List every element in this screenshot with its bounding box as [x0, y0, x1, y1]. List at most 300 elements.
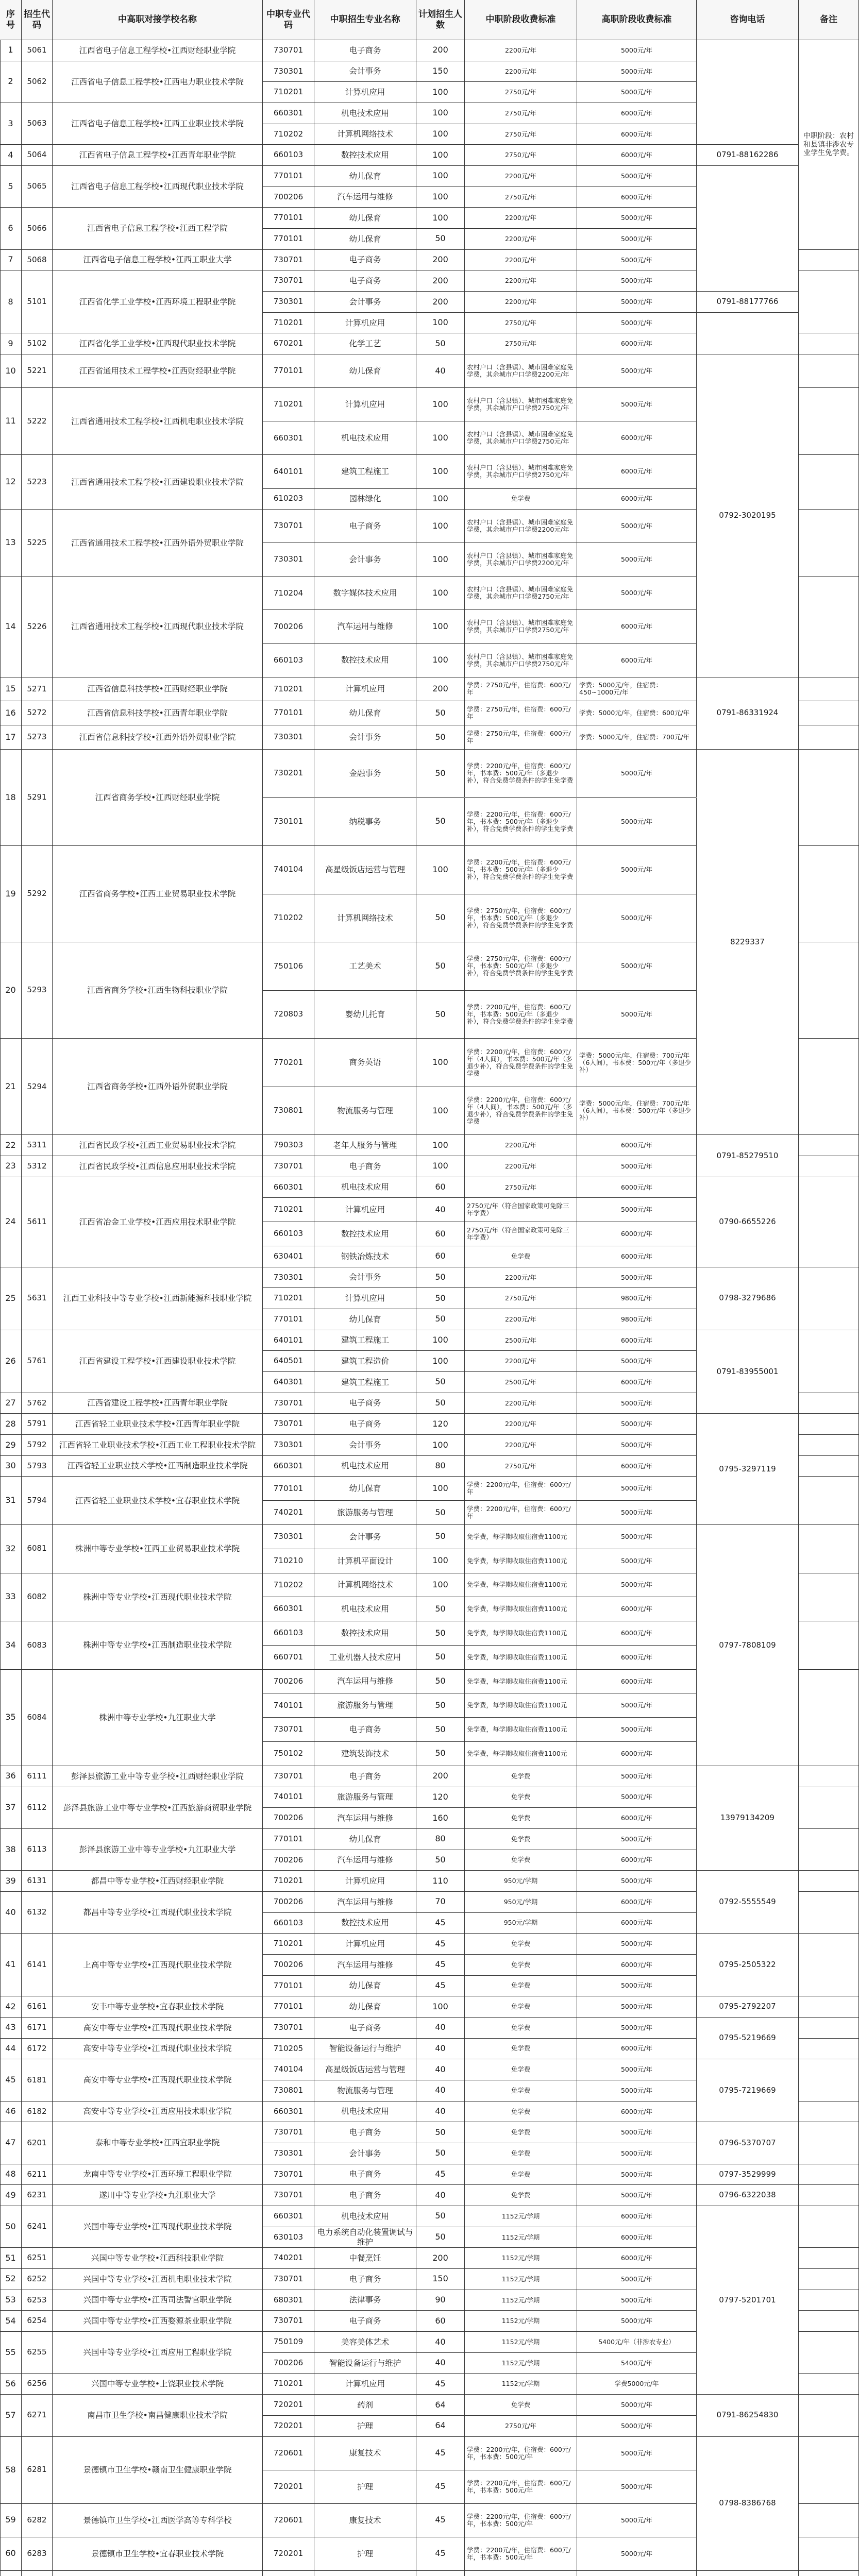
row-fee-high: 5000元/年: [577, 1414, 697, 1435]
row-seq: 9: [0, 333, 22, 354]
row-note: [799, 577, 859, 677]
row-plan: 45: [416, 2504, 465, 2537]
row-fee-mid: 农村户口（含县镇）、城市困难家庭免学费，其余城市户口学费2750元/年: [465, 644, 577, 677]
row-major-code: 730301: [263, 2143, 314, 2164]
row-major-name: 计算机应用: [314, 1934, 416, 1955]
row-fee-high: 5000元/年: [577, 388, 697, 421]
row-fee-high: 5000元/年: [577, 208, 697, 229]
row-seq: 16: [0, 701, 22, 725]
row-plan: 100: [416, 1039, 465, 1087]
row-phone: 0798-3279686: [697, 1267, 799, 1330]
row-fee-mid: 2750元/年: [465, 1288, 577, 1309]
row-plan: 100: [416, 313, 465, 334]
row-note: [799, 2018, 859, 2039]
row-plan: [416, 2571, 465, 2576]
row-major-name: 康复技术: [314, 2437, 416, 2470]
row-plan: 40: [416, 2039, 465, 2060]
row-note: [799, 1892, 859, 1934]
row-seq: 35: [0, 1670, 22, 1766]
row-school-name: 江西省电子信息工程学校•江西现代职业技术学院: [53, 166, 263, 208]
row-group-code: 6131: [22, 1871, 53, 1892]
row-fee-high: 5000元/年: [577, 1996, 697, 2018]
row-group-code: 5794: [22, 1477, 53, 1525]
row-fee-high: 5000元/年: [577, 1501, 697, 1525]
row-group-code: 6181: [22, 2059, 53, 2101]
row-seq: 30: [0, 1456, 22, 1477]
row-fee-mid: 1152元/学期: [465, 2374, 577, 2395]
row-phone: 0791-85279510: [697, 1135, 799, 1177]
row-major-name: 纳税事务: [314, 798, 416, 846]
row-major-code: 660301: [263, 1177, 314, 1198]
row-major-code: 730701: [263, 250, 314, 271]
row-plan: 50: [416, 1309, 465, 1330]
row-group-code: 5292: [22, 846, 53, 942]
row-fee-mid: 学费：2750元/年，住宿费：600元/年，书本费：500元/年（多退少补），符合免费学费条件的学生免学费: [465, 894, 577, 943]
row-group-code: 5221: [22, 354, 53, 388]
row-plan: 50: [416, 1501, 465, 1525]
row-note: [799, 725, 859, 750]
row-major-code: 630103: [263, 2227, 314, 2248]
row-major-code: 740101: [263, 1693, 314, 1718]
row-seq: 23: [0, 1156, 22, 1177]
row-fee-mid: 2750元/年: [465, 333, 577, 354]
row-plan: 45: [416, 2470, 465, 2504]
row-fee-mid: 免学费: [465, 2122, 577, 2143]
row-note: [799, 2102, 859, 2123]
row-fee-mid: 950元/学期: [465, 1913, 577, 1934]
row-major-code: 700206: [263, 1670, 314, 1694]
row-major-code: 660301: [263, 1456, 314, 1477]
row-note: [799, 2332, 859, 2374]
row-major-name: 机电技术应用: [314, 421, 416, 455]
row-school-name: 江西省商务学校•江西生物科技职业学院: [53, 942, 263, 1039]
row-plan: 40: [416, 2353, 465, 2374]
row-phone: 0792-3020195: [697, 354, 799, 677]
row-plan: 60: [416, 1222, 465, 1246]
row-group-code: 6161: [22, 1996, 53, 2018]
row-fee-high: 6000元/年: [577, 1892, 697, 1913]
row-major-code: 730701: [263, 2269, 314, 2290]
row-major-name: 机电技术应用: [314, 103, 416, 124]
row-major-name: 汽车运用与维修: [314, 1955, 416, 1976]
row-fee-high: 5000元/年: [577, 40, 697, 61]
row-school-name: 江西省轻工业职业技术学校•江西工业工程职业技术学院: [53, 1435, 263, 1456]
row-fee-high: 6000元/年: [577, 455, 697, 488]
row-plan: 100: [416, 124, 465, 145]
row-plan: 100: [416, 1135, 465, 1156]
row-fee-mid: 1152元/学期: [465, 2206, 577, 2227]
row-group-code: 6182: [22, 2102, 53, 2123]
row-major-code: 730701: [263, 2185, 314, 2206]
row-seq: 55: [0, 2332, 22, 2374]
row-school-name: 株洲中等专业学校•九江职业大学: [53, 1670, 263, 1766]
row-seq: 13: [0, 510, 22, 577]
row-plan: 50: [416, 2227, 465, 2248]
row-fee-mid: 免学费: [465, 2185, 577, 2206]
row-plan: 45: [416, 2164, 465, 2185]
row-school-name: 高安中等专业学校•江西应用技术职业学院: [53, 2102, 263, 2123]
header-fee-mid: 中职阶段收费标准: [465, 0, 577, 40]
row-plan: 200: [416, 270, 465, 292]
row-school-name: 株洲中等专业学校•江西制造职业技术学院: [53, 1621, 263, 1670]
row-fee-mid: 2750元/年: [465, 82, 577, 103]
row-plan: 50: [416, 1372, 465, 1393]
row-major-code: 660301: [263, 2102, 314, 2123]
row-plan: 50: [416, 2143, 465, 2164]
row-major-name: 幼儿保育: [314, 354, 416, 388]
row-note: [799, 388, 859, 455]
row-seq: 42: [0, 1996, 22, 2018]
row-major-code: 770101: [263, 229, 314, 250]
row-plan: 100: [416, 489, 465, 510]
row-fee-high: 5000元/年: [577, 313, 697, 334]
row-note: [799, 354, 859, 388]
row-fee-mid: 2750元/年: [465, 103, 577, 124]
row-group-code: 6084: [22, 1670, 53, 1766]
row-fee-mid: 学费：2750元/年，住宿费：600元/年: [465, 701, 577, 725]
row-major-name: 智能设备运行与维护: [314, 2039, 416, 2060]
row-fee-high: 6000元/年: [577, 145, 697, 166]
row-fee-high: 6000元/年: [577, 2102, 697, 2123]
row-plan: 200: [416, 2248, 465, 2269]
row-plan: 80: [416, 1829, 465, 1850]
row-group-code: 5271: [22, 677, 53, 702]
row-fee-high: 6000元/年: [577, 1330, 697, 1351]
row-major-name: 电子商务: [314, 2164, 416, 2185]
row-school-name: 安丰中等专业学校•宜春职业技术学院: [53, 1996, 263, 2018]
row-fee-mid: 免学费: [465, 1934, 577, 1955]
row-fee-mid: 免学费: [465, 2080, 577, 2102]
row-group-code: 5291: [22, 750, 53, 846]
row-plan: 200: [416, 250, 465, 271]
row-plan: 70: [416, 1892, 465, 1913]
row-major-name: 计算机网络技术: [314, 894, 416, 943]
row-group-code: 6112: [22, 1787, 53, 1829]
row-school-name: 兴国中等专业学校•江西科技职业学院: [53, 2248, 263, 2269]
row-major-code: 790303: [263, 1135, 314, 1156]
row-group-code: 5068: [22, 250, 53, 271]
row-plan: 100: [416, 1156, 465, 1177]
row-plan: 120: [416, 1414, 465, 1435]
row-major-name: 会计事务: [314, 1435, 416, 1456]
row-major-name: 电子商务: [314, 2311, 416, 2332]
row-fee-mid: 2200元/年: [465, 40, 577, 61]
row-fee-high: 5000元/年: [577, 1976, 697, 1997]
row-plan: 45: [416, 1934, 465, 1955]
row-phone: 0791-88162286: [697, 145, 799, 166]
row-school-name: 江西省电子信息工程学校•江西工程学院: [53, 208, 263, 249]
row-fee-mid: 2200元/年: [465, 250, 577, 271]
row-major-code: 730801: [263, 2080, 314, 2102]
row-plan: 110: [416, 1871, 465, 1892]
row-fee-mid: 2200元/年: [465, 166, 577, 187]
row-plan: 100: [416, 543, 465, 577]
row-plan: 100: [416, 577, 465, 610]
row-major-code: 660103: [263, 145, 314, 166]
row-fee-high: 6000元/年: [577, 103, 697, 124]
row-note: [799, 2059, 859, 2101]
row-major-code: 740101: [263, 1787, 314, 1808]
row-group-code: 6252: [22, 2269, 53, 2290]
row-fee-high: 6000元/年: [577, 1597, 697, 1621]
row-note: [799, 1414, 859, 1435]
row-major-code: 660301: [263, 2206, 314, 2227]
row-fee-high: 5000元/年: [577, 2185, 697, 2206]
row-group-code: 6255: [22, 2332, 53, 2374]
row-fee-mid: 2750元/年: [465, 313, 577, 334]
row-school-name: 江西省民政学校•江西信息应用职业技术学院: [53, 1156, 263, 1177]
row-fee-high: 5000元/年: [577, 1156, 697, 1177]
row-major-name: 计算机平面设计: [314, 1549, 416, 1573]
row-major-code: 730701: [263, 2311, 314, 2332]
row-school-name: 株洲中等专业学校•江西现代职业技术学院: [53, 1573, 263, 1622]
row-note: [799, 1330, 859, 1393]
row-major-name: 汽车运用与维修: [314, 1670, 416, 1694]
row-plan: 100: [416, 82, 465, 103]
row-fee-high: 5000元/年: [577, 2080, 697, 2102]
row-plan: 100: [416, 166, 465, 187]
row-fee-mid: 2750元/年: [465, 1177, 577, 1198]
row-major-code: 770101: [263, 208, 314, 229]
row-plan: 100: [416, 1087, 465, 1136]
row-fee-high: 5000元/年: [577, 894, 697, 943]
row-plan: 100: [416, 421, 465, 455]
row-fee-mid: 免学费: [465, 2102, 577, 2123]
row-fee-mid: 农村户口（含县镇）、城市困难家庭免学费，其余城市户口学费2750元/年: [465, 421, 577, 455]
row-plan: 80: [416, 1456, 465, 1477]
row-note: [799, 1393, 859, 1414]
row-fee-mid: 2200元/年: [465, 1309, 577, 1330]
row-major-code: 730701: [263, 1414, 314, 1435]
row-major-code: 720201: [263, 2395, 314, 2416]
row-school-name: 江西省轻工业职业技术学校•江西青年职业学院: [53, 1414, 263, 1435]
row-major-code: 720601: [263, 2504, 314, 2537]
row-major-code: 750102: [263, 1742, 314, 1766]
row-major-name: 电子商务: [314, 1414, 416, 1435]
row-phone: 8229337: [697, 750, 799, 1135]
row-major-code: 730701: [263, 40, 314, 61]
row-plan: 100: [416, 145, 465, 166]
row-seq: 46: [0, 2102, 22, 2123]
row-major-name: 护理: [314, 2537, 416, 2571]
row-group-code: 5225: [22, 510, 53, 577]
row-plan: 45: [416, 1913, 465, 1934]
row-plan: 50: [416, 1646, 465, 1670]
row-group-code: 6172: [22, 2039, 53, 2060]
row-major-name: [314, 2571, 416, 2576]
row-major-code: 730701: [263, 270, 314, 292]
row-major-code: 730301: [263, 543, 314, 577]
row-fee-high: 5000元/年: [577, 2395, 697, 2416]
row-phone: 0797-3529999: [697, 2164, 799, 2185]
row-major-code: 720201: [263, 2470, 314, 2504]
row-group-code: 6132: [22, 1892, 53, 1934]
row-seq: 4: [0, 145, 22, 166]
row-plan: 64: [416, 2395, 465, 2416]
row-major-name: 汽车运用与维修: [314, 610, 416, 643]
row-seq: 53: [0, 2290, 22, 2311]
row-major-code: 770101: [263, 1976, 314, 1997]
row-fee-high: 5000元/年: [577, 2437, 697, 2470]
row-fee-high: 6000元/年: [577, 1742, 697, 1766]
row-fee-high: 6000元/年: [577, 1808, 697, 1829]
row-school-name: 江西省商务学校•江西外语外贸职业学院: [53, 1039, 263, 1135]
row-fee-high: 学费：5000元/年，住宿费：600元/年: [577, 701, 697, 725]
row-major-name: 电子商务: [314, 1393, 416, 1414]
row-fee-mid: 2200元/年: [465, 61, 577, 82]
row-fee-high: 5000元/年: [577, 2059, 697, 2080]
row-major-name: 幼儿保育: [314, 1477, 416, 1501]
row-major-name: 会计事务: [314, 292, 416, 313]
row-school-name: 兴国中等专业学校•江西应用工程职业学院: [53, 2332, 263, 2374]
row-seq: 15: [0, 677, 22, 702]
row-seq: 48: [0, 2164, 22, 2185]
row-fee-high: 6000元/年: [577, 644, 697, 677]
row-major-name: 化学工艺: [314, 333, 416, 354]
row-major-name: 计算机应用: [314, 677, 416, 702]
row-school-name: 景德镇市卫生学校•赣南卫生健康职业学院: [53, 2437, 263, 2504]
row-fee-high: 9800元/年: [577, 1288, 697, 1309]
row-note: [799, 2248, 859, 2269]
row-major-code: 710205: [263, 2039, 314, 2060]
row-seq: 1: [0, 40, 22, 61]
row-fee-high: 6000元/年: [577, 1456, 697, 1477]
row-note: [799, 1456, 859, 1477]
row-major-code: 750109: [263, 2332, 314, 2353]
row-fee-mid: 1152元/学期: [465, 2332, 577, 2353]
row-fee-mid: 2500元/年: [465, 1330, 577, 1351]
row-seq: 8: [0, 270, 22, 333]
row-major-name: 园林绿化: [314, 489, 416, 510]
row-school-name: 江西省商务学校•江西工业贸易职业技术学院: [53, 846, 263, 942]
row-major-code: 710202: [263, 894, 314, 943]
row-phone: 0795-2505322: [697, 1934, 799, 1996]
row-major-code: 640501: [263, 1351, 314, 1372]
row-fee-mid: 免学费，每学期收取住宿费1100元: [465, 1621, 577, 1646]
row-fee-mid: 农村户口（含县镇）、城市困难家庭免学费，其余城市户口学费2200元/年: [465, 543, 577, 577]
row-plan: 100: [416, 388, 465, 421]
row-group-code: 5226: [22, 577, 53, 677]
row-plan: 200: [416, 40, 465, 61]
row-major-name: 电子商务: [314, 270, 416, 292]
row-fee-high: 学费：5000元/年，住宿费：450~1000元/年: [577, 677, 697, 702]
row-phone: 0798-8386768: [697, 2437, 799, 2571]
row-note: [799, 701, 859, 725]
row-school-name: 株洲中等专业学校•江西工业贸易职业技术学院: [53, 1525, 263, 1573]
row-fee-mid: 1152元/学期: [465, 2353, 577, 2374]
row-fee-mid: 1152元/学期: [465, 2269, 577, 2290]
row-major-name: 电子商务: [314, 2018, 416, 2039]
row-major-code: 740201: [263, 1501, 314, 1525]
row-major-code: 700206: [263, 1850, 314, 1871]
row-fee-high: 6000元/年: [577, 2227, 697, 2248]
row-fee-high: 学费：5000元/年，住宿费：700元/年（6人间），书本费：500元/年（多退少补）: [577, 1039, 697, 1087]
header-note: 备注: [799, 0, 859, 40]
row-phone: 0795-7219669: [697, 2059, 799, 2122]
row-major-name: 建筑工程造价: [314, 1351, 416, 1372]
row-major-code: [263, 2571, 314, 2576]
row-fee-mid: 免学费: [465, 1996, 577, 2018]
row-fee-high: 6000元/年: [577, 1246, 697, 1267]
row-major-name: 幼儿保育: [314, 1976, 416, 1997]
row-major-code: 710201: [263, 2374, 314, 2395]
row-phone: 0797-7808109: [697, 1525, 799, 1766]
row-major-code: 730701: [263, 1393, 314, 1414]
row-fee-high: 5000元/年: [577, 1766, 697, 1787]
row-fee-high: 5000元/年: [577, 229, 697, 250]
row-fee-high: 5000元/年: [577, 942, 697, 991]
row-school-name: 龙南中等专业学校•江西环境工程职业学院: [53, 2164, 263, 2185]
row-major-code: 700206: [263, 187, 314, 208]
row-phone: [697, 166, 799, 292]
row-group-code: 6231: [22, 2185, 53, 2206]
row-school-name: 泰和中等专业学校•江西宜职业学院: [53, 2122, 263, 2164]
row-fee-mid: 2200元/年: [465, 229, 577, 250]
row-fee-mid: 学费：2200元/年，住宿费：600元/年，书本费：500元/年: [465, 2504, 577, 2537]
row-major-name: 计算机应用: [314, 388, 416, 421]
row-major-name: 会计事务: [314, 61, 416, 82]
row-fee-mid: 2200元/年: [465, 208, 577, 229]
row-major-code: 730701: [263, 2164, 314, 2185]
row-fee-mid: 农村户口（含县镇）、城市困难家庭免学费，其余城市户口学费2750元/年: [465, 455, 577, 488]
row-note: [799, 2164, 859, 2185]
row-fee-mid: 免学费，每学期收取住宿费1100元: [465, 1670, 577, 1694]
row-group-code: 5062: [22, 61, 53, 103]
row-fee-mid: 2750元/年: [465, 124, 577, 145]
row-fee-high: 5400元/年: [577, 2353, 697, 2374]
row-fee-mid: 免学费: [465, 1246, 577, 1267]
row-plan: 40: [416, 2185, 465, 2206]
row-seq: 31: [0, 1477, 22, 1525]
row-major-name: 汽车运用与维修: [314, 1892, 416, 1913]
row-plan: 50: [416, 701, 465, 725]
row-fee-high: 5000元/年: [577, 2018, 697, 2039]
row-major-name: 幼儿保育: [314, 166, 416, 187]
row-fee-mid: 免学费，每学期收取住宿费1100元: [465, 1573, 577, 1598]
row-fee-high: 6000元/年: [577, 1177, 697, 1198]
row-major-name: 旅游服务与管理: [314, 1787, 416, 1808]
row-fee-mid: 免学费: [465, 2039, 577, 2060]
row-fee-mid: 免学费，每学期收取住宿费1100元: [465, 1525, 577, 1549]
row-fee-high: 5000元/年: [577, 354, 697, 388]
header-fee-high: 高职阶段收费标准: [577, 0, 697, 40]
row-major-code: 730101: [263, 798, 314, 846]
row-group-code: 5791: [22, 1414, 53, 1435]
row-fee-high: 6000元/年: [577, 2039, 697, 2060]
row-major-code: 710210: [263, 1549, 314, 1573]
row-major-name: 电子商务: [314, 40, 416, 61]
row-seq: 11: [0, 388, 22, 455]
row-note: [799, 846, 859, 942]
row-fee-mid: 学费：2200元/年，住宿费：600元/年，书本费：500元/年（多退少补），符合免费学费条件的学生免学费: [465, 846, 577, 894]
row-group-code: 6111: [22, 1766, 53, 1787]
row-note: [799, 250, 859, 271]
row-fee-mid: 农村户口（含县镇）、城市困难家庭免学费，其余城市户口学费2750元/年: [465, 577, 577, 610]
row-fee-mid: 学费：2200元/年，住宿费：600元/年: [465, 1501, 577, 1525]
row-fee-high: 5000元/年: [577, 2470, 697, 2504]
row-group-code: 5273: [22, 725, 53, 750]
row-major-name: 物流服务与管理: [314, 1087, 416, 1136]
row-seq: 7: [0, 250, 22, 271]
row-fee-high: 5000元/年: [577, 1573, 697, 1598]
row-school-name: 兴国中等专业学校•江西司法警官职业学院: [53, 2290, 263, 2311]
row-school-name: 彭泽县旅游工业中等专业学校•九江职业大学: [53, 1829, 263, 1871]
row-note: [799, 2311, 859, 2332]
row-major-name: 汽车运用与维修: [314, 1850, 416, 1871]
row-group-code: 5064: [22, 145, 53, 166]
row-plan: 45: [416, 2437, 465, 2470]
row-plan: 100: [416, 455, 465, 488]
